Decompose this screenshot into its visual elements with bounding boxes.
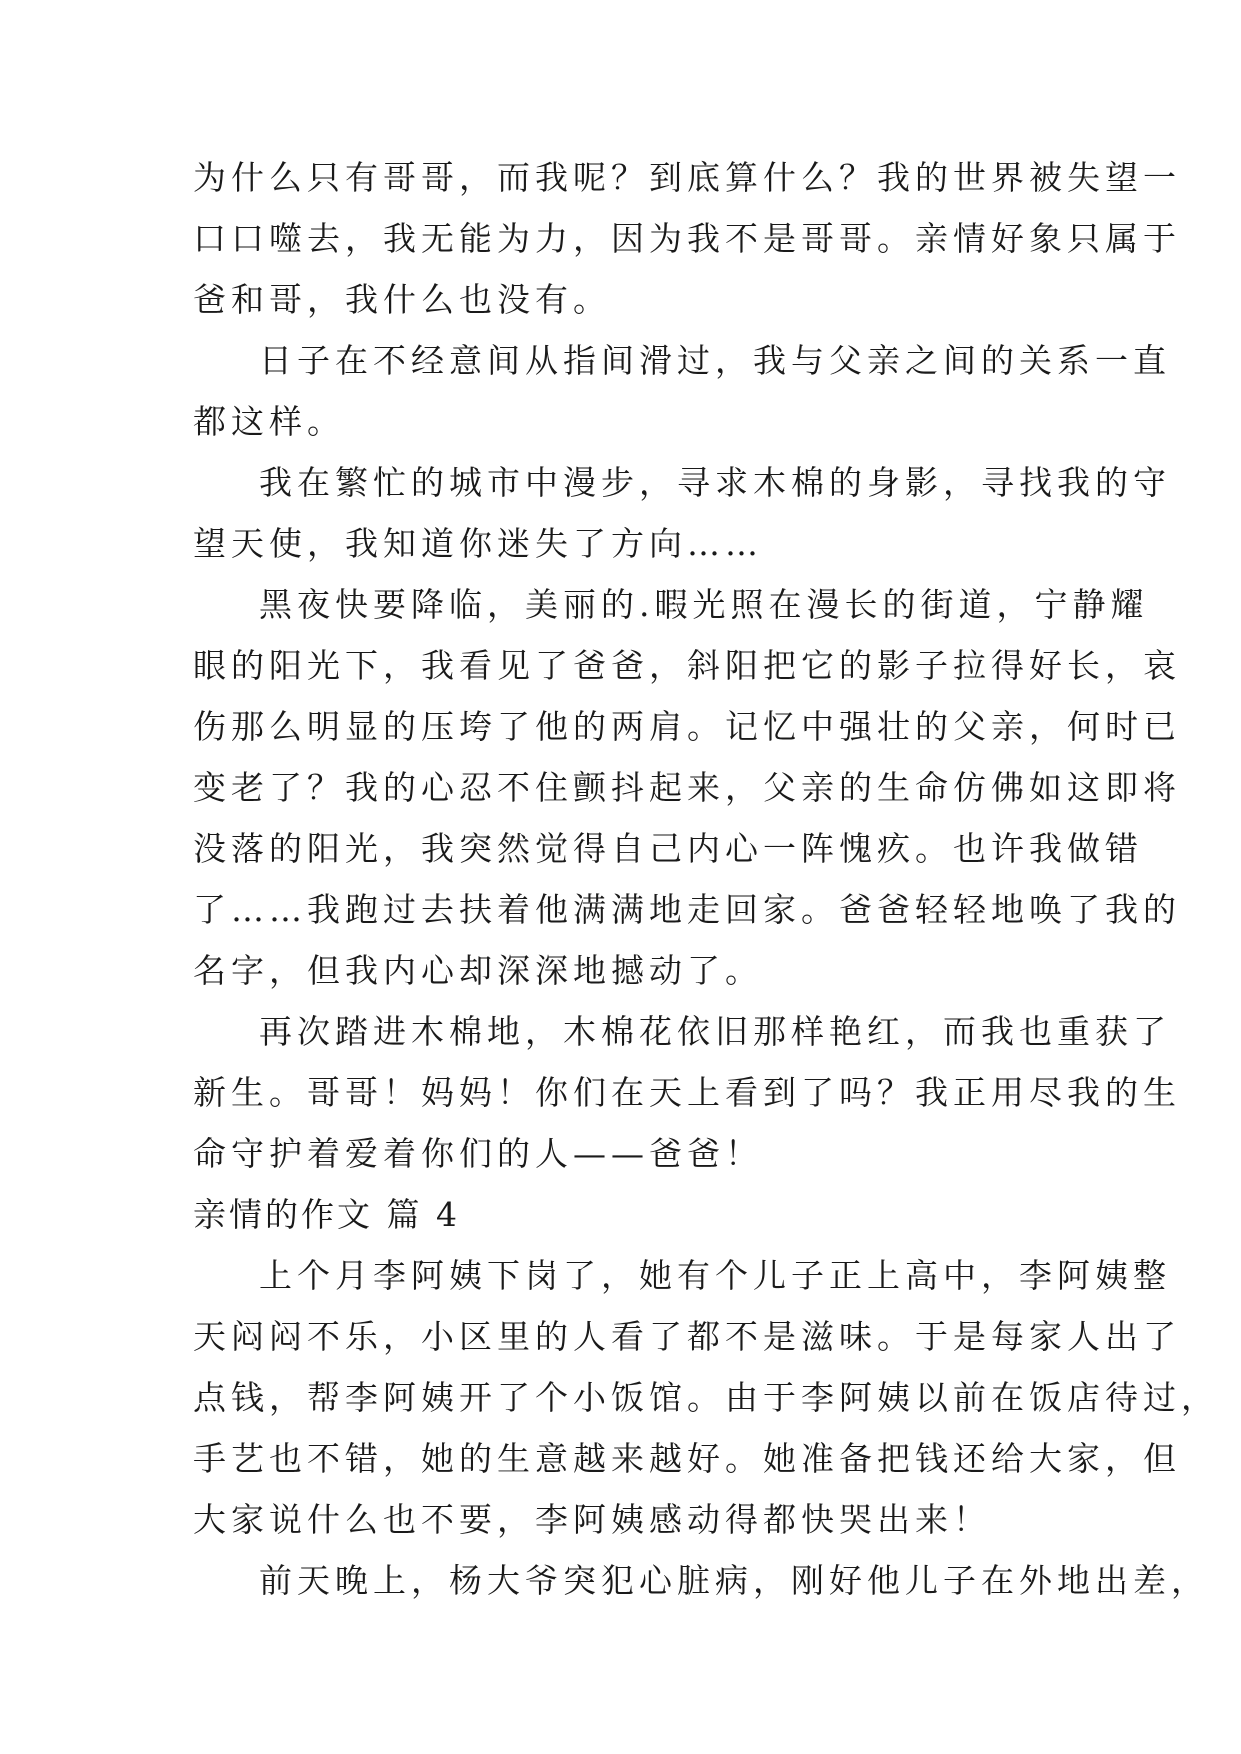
paragraph-first-line: 我在繁忙的城市中漫步，寻求木棉的身影，寻找我的守: [259, 463, 1171, 502]
paragraph-first-line: 日子在不经意间从指间滑过，我与父亲之间的关系一直: [259, 341, 1171, 380]
text-line: 名字，但我内心却深深地撼动了。: [193, 951, 763, 990]
text-line: 望天使，我知道你迷失了方向……: [193, 524, 763, 563]
text-line: 眼的阳光下，我看见了爸爸，斜阳把它的影子拉得好长，哀: [193, 646, 1181, 685]
text-line: 变老了？我的心忍不住颤抖起来，父亲的生命仿佛如这即将: [193, 768, 1181, 807]
text-line: 口口噬去，我无能为力，因为我不是哥哥。亲情好象只属于: [193, 219, 1181, 258]
paragraph-first-line: 再次踏进木棉地，木棉花依旧那样艳红，而我也重获了: [259, 1012, 1171, 1051]
paragraph-first-line: 黑夜快要降临，美丽的.暇光照在漫长的街道，宁静耀: [259, 585, 1149, 624]
text-line: 大家说什么也不要，李阿姨感动得都快哭出来！: [193, 1500, 991, 1539]
text-line: 天闷闷不乐，小区里的人看了都不是滋味。于是每家人出了: [193, 1317, 1181, 1356]
text-line: 新生。哥哥！妈妈！你们在天上看到了吗？我正用尽我的生: [193, 1073, 1181, 1112]
text-line: 没落的阳光，我突然觉得自己内心一阵愧疚。也许我做错: [193, 829, 1143, 868]
document-body: [193, 147, 1219, 1611]
text-line: 手艺也不错，她的生意越来越好。她准备把钱还给大家，但: [193, 1439, 1181, 1478]
text-line: 为什么只有哥哥，而我呢？到底算什么？我的世界被失望一: [193, 158, 1181, 197]
text-line: 都这样。: [193, 402, 345, 441]
text-line: 命守护着爱着你们的人——爸爸！: [193, 1134, 763, 1173]
text-line: 点钱，帮李阿姨开了个小饭馆。由于李阿姨以前在饭店待过，: [193, 1378, 1219, 1417]
text-line: 爸和哥，我什么也没有。: [193, 280, 611, 319]
text-line: 伤那么明显的压垮了他的两肩。记忆中强壮的父亲，何时已: [193, 707, 1181, 746]
paragraph-first-line: 前天晚上，杨大爷突犯心脏病，刚好他儿子在外地出差，: [259, 1561, 1209, 1600]
paragraph-first-line: 上个月李阿姨下岗了，她有个儿子正上高中，李阿姨整: [259, 1256, 1171, 1295]
text-line: 了……我跑过去扶着他满满地走回家。爸爸轻轻地唤了我的: [193, 890, 1181, 929]
section-heading: 亲情的作文 篇 4: [193, 1195, 460, 1234]
